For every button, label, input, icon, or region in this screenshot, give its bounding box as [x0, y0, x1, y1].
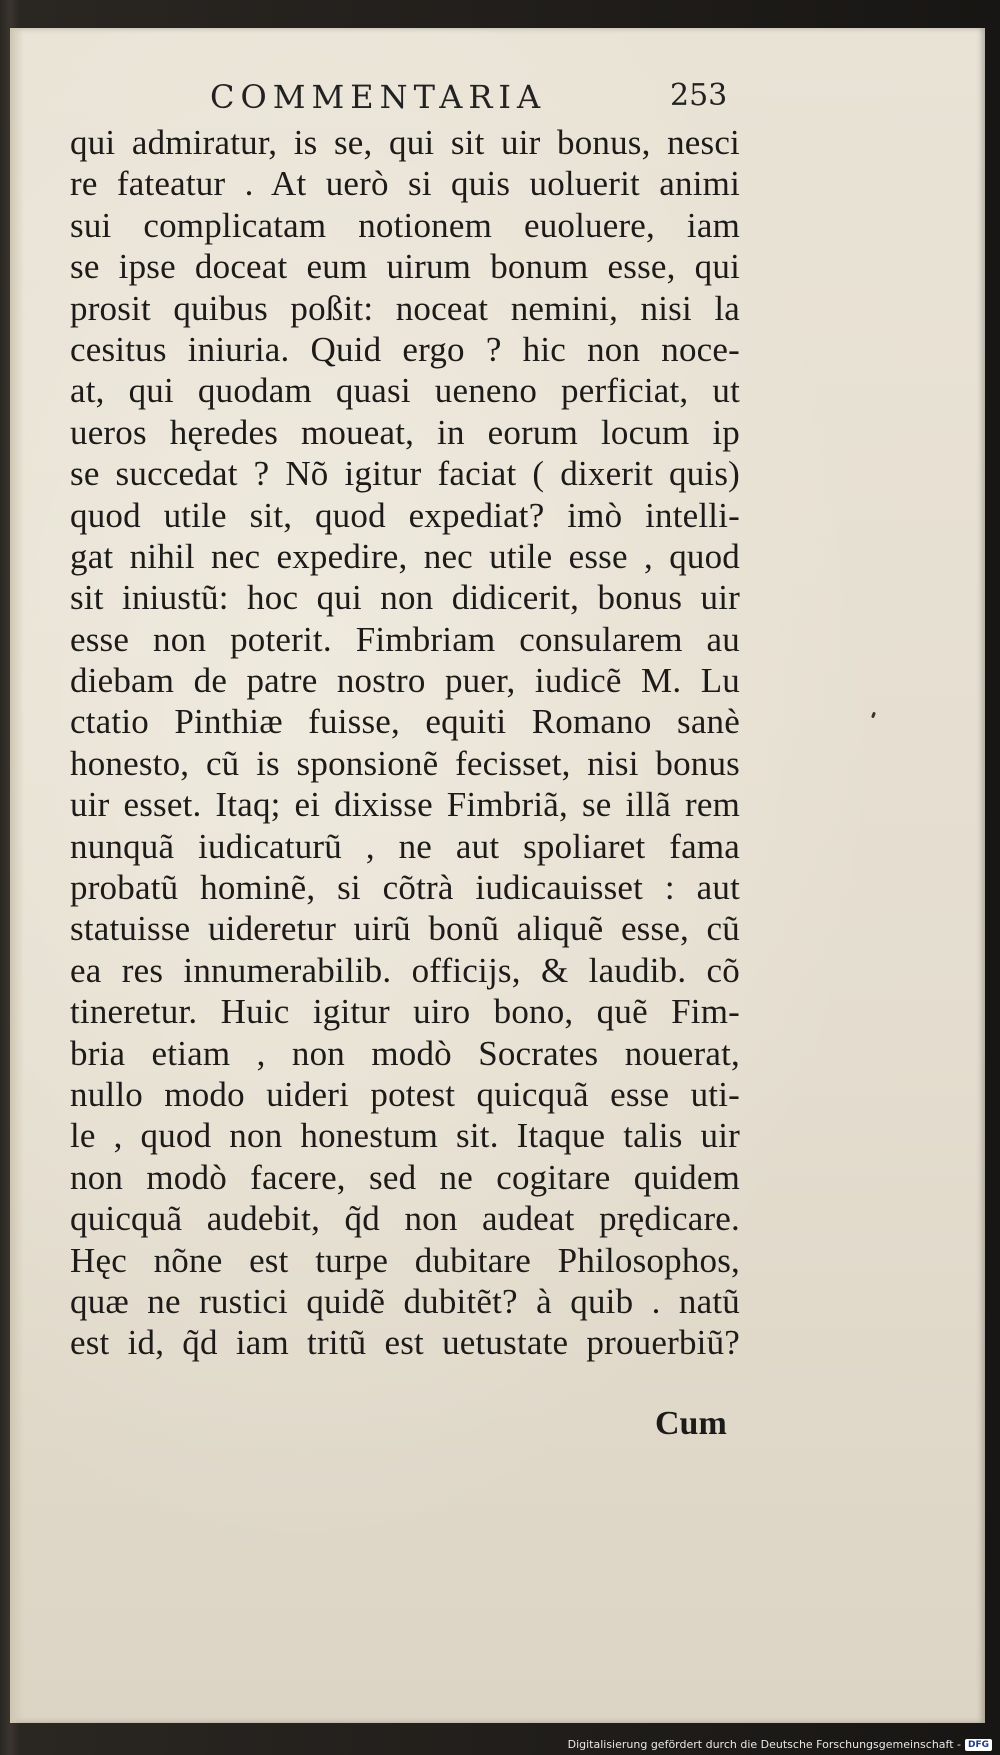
- text-line: honesto, cũ is sponsionẽ fecisset, nisi bonus: [70, 743, 740, 783]
- text-line: quæ ne rustici quidẽ dubitẽt? à quib . natũ: [70, 1281, 740, 1321]
- text-line: ueros hęredes moueat, in eorum locum ip: [70, 412, 740, 452]
- page-number: 253: [670, 78, 728, 113]
- text-line: prosit quibus poßit: noceat nemini, nisi la: [70, 288, 740, 328]
- text-line: cesitus iniuria. Quid ergo ? hic non noce-: [70, 329, 740, 369]
- credit-text: Digitalisierung gefördert durch die Deutsche Forschungsgemeinschaft -: [567, 1738, 961, 1751]
- text-line: uir esset. Itaq; ei dixisse Fimbriã, se illã rem: [70, 785, 740, 825]
- page-gutter-shadow: [10, 28, 24, 1723]
- dfg-logo: DFG: [965, 1739, 992, 1751]
- text-line: gat nihil nec expedire, nec utile esse , quod: [70, 536, 740, 576]
- text-line: ea res innumerabilib. officijs, & laudib. cõ: [70, 950, 740, 990]
- text-line: nunquã iudicaturũ , ne aut spoliaret fama: [70, 826, 740, 866]
- text-line: nullo modo uideri potest quicquã esse uti-: [70, 1074, 740, 1114]
- text-line: diebam de patre nostro puer, iudicẽ M. Lu: [70, 661, 740, 701]
- page-body-text: [70, 122, 740, 1364]
- text-line: le , quod non honestum sit. Itaque talis uir: [70, 1116, 740, 1156]
- text-line: non modò facere, sed ne cogitare quidem: [70, 1157, 740, 1197]
- text-line: qui admiratur, is se, qui sit uir bonus, nesci: [70, 123, 740, 162]
- text-line: sit iniustũ: hoc qui non didicerit, bonus uir: [70, 578, 740, 618]
- running-head: COMMENTARIA: [210, 78, 547, 116]
- catchword: Cum: [655, 1405, 727, 1442]
- text-line: sui complicatam notionem euoluere, iam: [70, 205, 740, 245]
- text-line: quicquã audebit, q̃d non audeat prędicare.: [70, 1199, 740, 1239]
- text-line: esse non poterit. Fimbriam consularem au: [70, 619, 740, 659]
- text-line: se ipse doceat eum uirum bonum esse, qui: [70, 247, 740, 287]
- text-line: tineretur. Huic igitur uiro bono, quẽ Fim-: [70, 992, 740, 1032]
- text-line: Hęc nõne est turpe dubitare Philosophos,: [70, 1240, 740, 1280]
- digitization-credit: [568, 1738, 992, 1751]
- text-line: probatũ hominẽ, si cõtrà iudicauisset : aut: [70, 868, 740, 908]
- text-line: est id, q̃d iam tritũ est uetustate prouerbiũ?: [70, 1323, 740, 1363]
- text-line: ctatio Pinthiæ fuisse, equiti Romano sanè: [70, 702, 740, 742]
- text-line: re fateatur . At uerò si quis uoluerit animi: [70, 164, 740, 204]
- text-line: se succedat ? Nõ igitur faciat ( dixerit quis): [70, 454, 740, 494]
- text-line: quod utile sit, quod expediat? imò intelli-: [70, 495, 740, 535]
- text-line: bria etiam , non modò Socrates nouerat,: [70, 1033, 740, 1073]
- text-line: at, qui quodam quasi ueneno perficiat, ut: [70, 371, 740, 411]
- text-line: statuisse uideretur uirũ bonũ aliquẽ esse, cũ: [70, 909, 740, 949]
